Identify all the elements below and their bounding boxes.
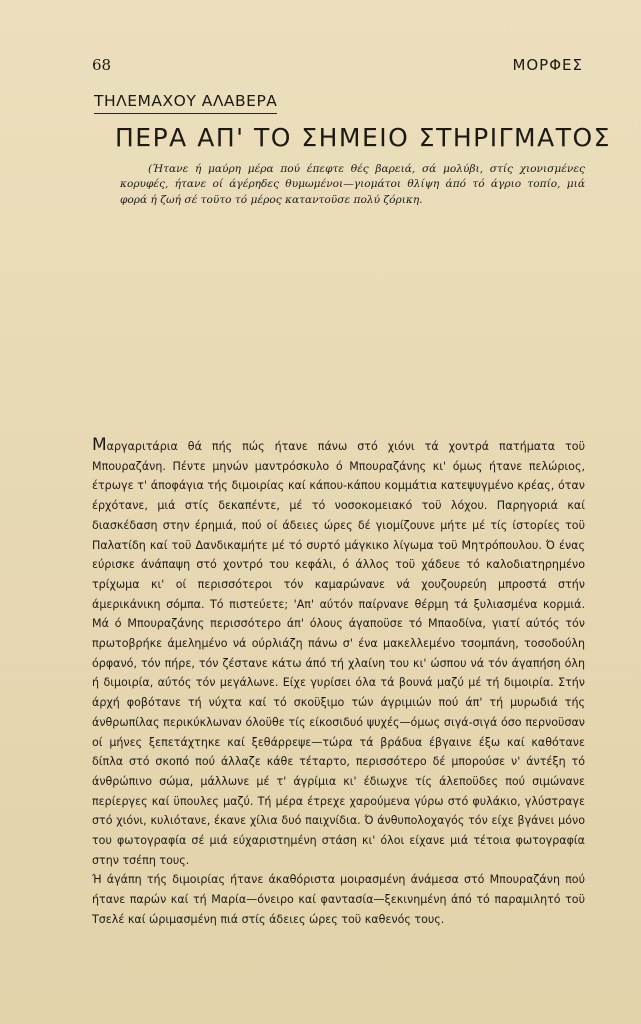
body-paragraph: Ή άγάπη τής διμοιρίας ήτανε άκαθόριστα μοιρασμένη άνάμεσα στό Μπουραζάνη πού ήτανε παρών καί τή Μαρία—όνειρο καί φαντασία—ξεκινημένη άπό τό παραμιλητό τοϋ Τσελέ καί ώριμασμένη πιά στίς άδειες ώρες τοϋ καθενός τους. <box>92 873 585 926</box>
body-paragraph-text: αργαριτάρια θά πής πώς ήτανε πάνω στό χιόνι τά χοντρά πατήματα τοϋ Μπουραζάνη. Πέντε μηνών μαντρόσκυλο ό Μπουραζάνης κι' όμως ήτανε πελώριος, έτρωγε τ' άποφάγια τής διμοιρίας καί κάπου-κάπου κομμάτια κατεψυγμένο κρέας, όταν έρχότανε, μιά στίς δεκαπέντε, μέ τό νοσοκομειακό τοϋ λόχου. Παρηγοριά καί διασκέδαση στην έρημιά, πού οί άδειες ώρες δέ γιομίζουνε μήτε μέ τίς ίστορίες τοϋ Παλατίδη καί τοϋ Δανδικαμήτε μέ τό συρτό μάγκικο λίγωμα τοϋ Μητρόπουλου. Ό ένας εύρισκε άνάπαψη στό χοντρό του κεφάλι, ό άλλος τοϋ χάδευε τό καλοδιατηρημένο τρίχωμα κι' οί περισσότεροι τόν καμαρώνανε νά χουζουρεύη μπροστά στήν άμερικάνικη σόμπα. Τό πιστεύετε; 'Απ' αύτόν παίρνανε θέρμη τά ξυλιασμένα κορμιά. Μά ό Μπουραζάνης περισσότερο άπ' όλους άγαποϋσε τό Μπαοδίνα, γιατί αύτός τόν πρωτοβρήκε άμελημένο νά ούρλιάζη πάνω σ' ένα μακελλεμένο τσομπάνη, τοσοδούλη όρφανό, τόν πήρε, τόν ζέστανε κάτω άπό τή χλαίνη του κι' ώσπου νά τόν άγαπήση όλη ή διμοιρία, αύτός τόν μεγάλωνε. Είχε γυρίσει όλα τά βουνά μαζύ μέ τή διμοιρία. Στήν άρχή φοβότανε τή νύχτα καί τό σκοϋξιμο τών άγριμιών πού άπ' τή μυρωδιά τής άνθρωπίλας περικύκλωναν όλοϋθε τίς είκοσιδυό ψυχές—όμως σιγά-σιγά όσο περνοϋσαν οί μήνες ξεπετάχτηκε καί ξεθάρρεψε—τώρα τά βράδυα έβγαινε έξω καί καθότανε δίπλα στό σκοπό πού άλλαζε κάθε τέταρτο, περισσότερο δέ μπορούσε ν' άντέξη τό άνθρώπινο σώμα, μάλλωνε μέ τ' άγρίμια κι' έδιωχνε τίς άλεποϋδες πού σιμώνανε περίεργες καί ϋπουλες μαζύ. Τή μέρα έτρεχε χαρούμενα γύρω στό φυλάκιο, γλύστραγε στό χιόνι, κυλιότανε, έκανε χίλια δυό παιχνίδια. Ό άνθυπολοχαγός τόν είχε βγάνει μόνο του φωτογραφία σέ μιά εύχαριστημένη στάση κι' όλοι είχανε μιά τέτοια φωτογραφία στην τσέπη τους. <box>92 440 585 867</box>
author-name: ΤΗΛΕΜΑΧΟΥ ΑΛΑΒΕΡΑ <box>94 92 277 114</box>
page-number: 68 <box>92 56 112 74</box>
intro-paragraph: (Ήτανε ή μαύρη μέρα πού έπεφτε θές βαρειά, σά μολύβι, στίς χιονισμένες κορυφές, ήτανε οί άγέρηδες θυμωμένοι—γιομάτοι θλίψη άπό τό άγριο τοπίο, μιά φορά ή ζωή σέ τοϋτο τό μέρος καταντοϋσε πολύ ζόρικη. <box>120 163 585 206</box>
intro-section <box>120 162 585 208</box>
initial-letter: Μ <box>92 435 107 455</box>
main-text <box>92 436 585 930</box>
body-paragraph <box>92 436 585 870</box>
story-title: ΠΕΡΑ ΑΠ' ΤΟ ΣΗΜΕΙΟ ΣΤΗΡΙΓΜΑΤΟΣ <box>115 123 611 152</box>
page-header <box>92 56 583 74</box>
running-head: ΜΟΡΦΕΣ <box>512 56 583 74</box>
